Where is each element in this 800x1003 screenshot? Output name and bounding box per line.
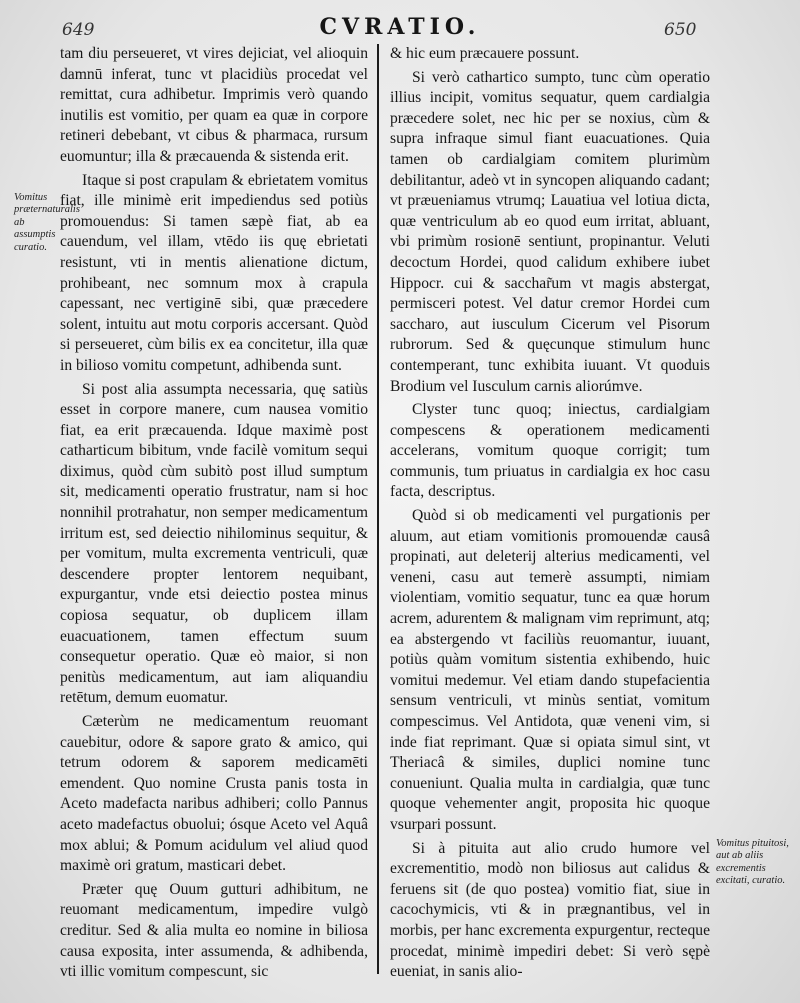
paragraph: Si verò cathartico sumpto, tunc cùm operatio illius incipit, vomitus sequatur, quem cardialgia præcedere solet, nec hic per se noxius, cùm & supra infraque simul fiant euacuationes. Quia tamen ob cardialgiam comitem plurimùm debilitantur, adeò vt in syncopen aliquando cadant; vt præueniamus vtrumq; Lauatiua vel lotiua dicta, quæ ventriculum ab eo quod eum irritat, abluant, vbi primùm rosionē sentiunt, propinantur. Veluti decoctum Hordei, quod calidum exhibere iubet Hippocr. cui & sacchar̃um vt magis abstergat, permisceri potest. Vel datur cremor Hordei cum saccharo, aut iusculum Cicerum vel Pisorum rubrorum. Sed & quęcunque stimulum hunc contemperant, tunc exhibita iuuant. Vt quoduis Brodium vel Iusculum carnis aliorúmve. (390, 68, 710, 395)
page-number-left: 649 (62, 20, 95, 40)
paragraph: Si à pituita aut alio crudo humore vel excrementitio, modò non biliosus aut calidus & feruens sit (de quo postea) vomitio fiat, siue in cacochymicis, vti & in prægnantibus, vel in morbis, per hanc excrementa expurgentur, recteque procedat, minimè impediri debet: Si verò sępè eueniat, in sanis alio- (390, 839, 710, 981)
running-title: CVRATIO. (319, 14, 481, 40)
margin-note-left: Vomitus præternaturalis ab assumptis curatio. (14, 192, 80, 253)
right-column (390, 44, 710, 986)
paragraph: Clyster tunc quoq; iniectus, cardialgiam compescens & operationem medicamenti accelerans, vomitum quoque corrigit; tum communis, tum priuatus in cardialgia ex hoc casu facta, descriptus. (390, 401, 710, 501)
margin-note-right: Vomitus pituitosi, aut ab aliis excrementis excitati, curatio. (716, 838, 789, 887)
paragraph: Præter quę Ouum gutturi adhibitum, ne reuomant medicamentum, impedire vulgò creditur. Sed & alia multa eo nomine in biliosa causa exposita, inter assumenda, & adhibenda, vti illic vomitum compescunt, sic (60, 880, 368, 981)
paragraph: & hic eum præcauere possunt. (390, 45, 580, 62)
paragraph: tam diu perseueret, vt vires dejiciat, vel alioquin damnū inferat, tunc vt placidiùs procedat vel remittat, cura adhibetur. Imprimis verò quando inutilis est vomitio, per quam ea quæ in corpore retineri debebant, vt cibus & pharmaca, rursum euomuntur; illa & præcauenda & sistenda erit. (60, 45, 368, 165)
paragraph: Cæterùm ne medicamentum reuomant cauebitur, odore & sapore grato & amico, qui tetrum odorem & saporem medicamēti emendent. Quo nomine Crusta panis tosta in Aceto madefacta naribus adhiberi; collo Pannus aceto madefactus obuolui; ósque Aceto vel Aquâ mox ablui; & Pomum acidulum vel aliud quod maximè ori gratum, masticari debet. (60, 713, 368, 875)
running-header (0, 12, 800, 40)
paragraph: Si post alia assumpta necessaria, quę satiùs esset in corpore manere, cum nausea vomitio fiat, ea erit præcauenda. Idque maximè post catharticum bibitum, vnde facilè vomitum sequi diximus, quòd cùm subitò post illud sumptum sit, medicamenti operatio frustratur, nam si hoc nonnihil protrahatur, non semper medicamentum irritum est, sed deiectio nihilominus sequitur, & per vomitum, multa excrementa ventriculi, quæ descendere propter lentorem nequibant, expurgantur, vnde etsi deiectio postea minus copiosa sequatur, ob duplicem illam euacuationem, tamen effectum suum consequetur operatio. Quæ eò maior, si non penitùs medicamentum, aut iam aliquandiu retētum, demum euomatur. (60, 380, 368, 707)
paragraph: Itaque si post crapulam & ebrietatem vomitus fiat, ille minimè erit impediendus sed potiùs promouendus: Si tamen sæpè fiat, ab ea cauendum, vel illam, vtēdo iis quę ebrietati resistunt, vti in mentis alienatione dictum, prohibeant, nec somnum mox à crapula capessant, nec vertiginē sibi, quæ præcedere solent, intuitu aut motu corporis accersant. Quòd si perseueret, cùm bilis ex ea concitetur, illa quæ in bilioso vomitu competunt, adhibenda sunt. (60, 171, 368, 374)
column-rule (377, 44, 379, 974)
paragraph: Quòd si ob medicamenti vel purgationis per aluum, aut etiam vomitionis promouendæ causâ propinati, aut deleterij alterius medicamenti, vel veneni, casu aut temerè assumpti, nimiam violentiam, vomitio sequatur, tunc ea quæ horum acrem, adurentem & malignam vim reprimunt, atq; ea abstergendo vt faciliùs reuomantur, iuuant, potiùs quàm vomitum sistentia exhibendo, huic vomitui medemur. Vel etiam dando stupefacientia sensum ventriculi, vt minùs sentiat, vomitum compescimus. Vel Antidota, quæ veneni vim, si inde fiat reprimant. Quæ si opiata simul sint, vt Theriacâ & similes, duplici nomine tunc conueniunt. Qualia multa in cardialgia, quæ tunc quoque vehementer angit, proposita hic quoque vsurpari possunt. (390, 507, 710, 833)
left-column (60, 44, 368, 986)
page-number-right: 650 (664, 20, 697, 40)
